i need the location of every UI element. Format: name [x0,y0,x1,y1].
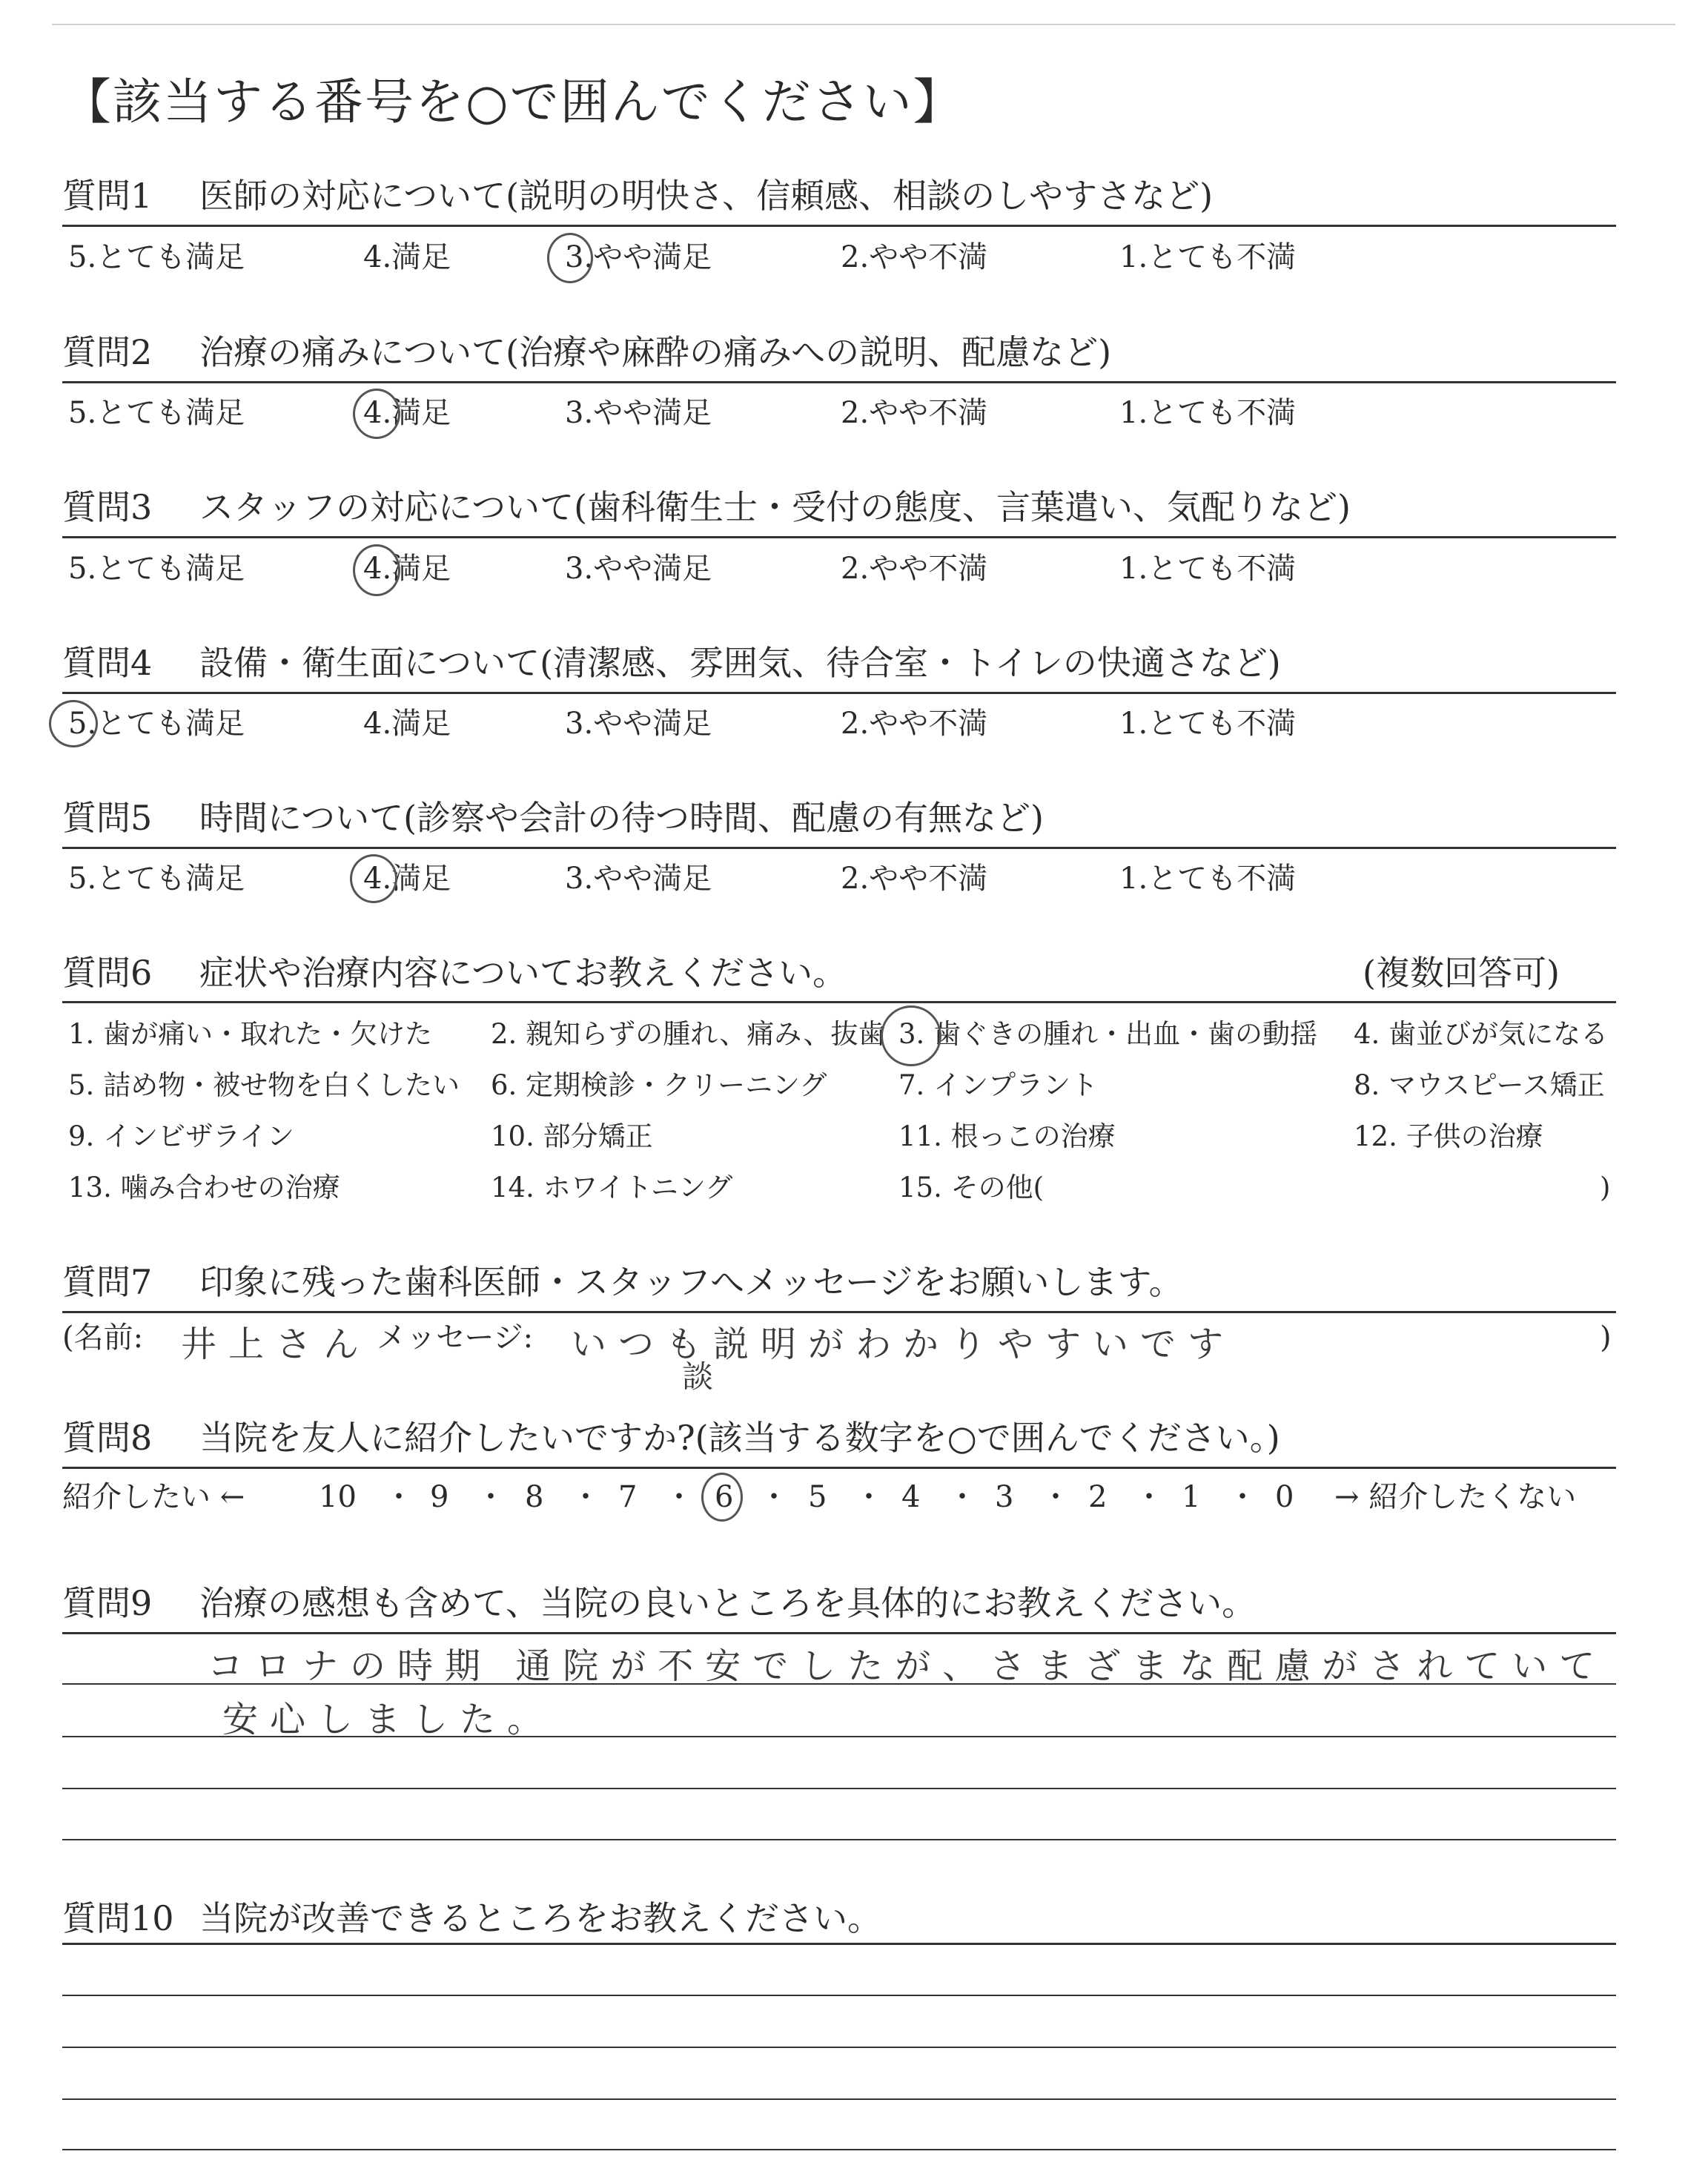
q6-option-8[interactable]: 8. マウスピース矯正 [1354,1069,1605,1101]
question-1-rule [62,225,1616,227]
q8-separator: ・ [947,1480,977,1514]
q8-scale-5[interactable]: 5 [808,1480,827,1514]
q8-scale-8[interactable]: 8 [525,1480,544,1514]
q5-selection-circle [350,854,397,903]
question-9-title [62,1579,1256,1627]
question-2-rule [62,381,1616,383]
q6-option-14[interactable]: 14. ホワイトニング [491,1172,733,1203]
q3-option-5[interactable]: 5.とても満足 [68,552,245,586]
q4-selection-circle [49,700,98,747]
question-8-number: 質問8 [62,1418,153,1458]
q6-option-15-close: ) [1600,1172,1611,1203]
q8-scale-9[interactable]: 9 [430,1480,449,1514]
q10-answer-rule[interactable] [62,2047,1616,2048]
question-1-number: 質問1 [62,176,153,216]
question-6-text: 症状や治療内容についてお教えください。 [199,953,847,993]
question-10-text: 当院が改善できるところをお教えください。 [199,1898,881,1938]
q6-option-3[interactable]: 3. 歯ぐきの腫れ・出血・歯の動揺 [898,1018,1318,1050]
question-9-text: 治療の感想も含めて、当院の良いところを具体的にお教えください。 [199,1583,1257,1623]
q2-option-1[interactable]: 1.とても不満 [1119,396,1297,430]
q8-separator: ・ [1134,1480,1164,1514]
question-8-text: 当院を友人に紹介したいですか?(該当する数字を○で囲んでください。) [199,1418,1280,1458]
q8-selection-circle [701,1473,743,1522]
q5-option-2[interactable]: 2.やや不満 [841,862,988,896]
q7-close-paren: ) [1600,1321,1612,1355]
q7-name-label: (名前: [62,1321,144,1355]
q9-answer-rule [62,1839,1616,1840]
q8-scale-6[interactable]: 6 [715,1480,734,1514]
question-10-title [62,1895,881,1942]
q3-selection-circle [353,544,400,596]
q5-option-4[interactable]: 4.満足 [363,862,451,896]
q7-name-value: 井上さん [181,1324,371,1365]
q8-separator: ・ [476,1480,506,1514]
q10-answer-rule[interactable] [62,2098,1616,2100]
question-10-number: 質問10 [62,1898,174,1938]
question-6-note: (複数回答可) [1363,953,1560,993]
question-5-number: 質問5 [62,798,153,838]
question-5-title [62,794,1044,842]
q3-option-3[interactable]: 3.やや満足 [565,552,712,586]
q4-option-1[interactable]: 1.とても不満 [1119,707,1297,741]
q6-option-13[interactable]: 13. 噛み合わせの治療 [68,1172,340,1203]
q8-separator: ・ [1041,1480,1070,1514]
question-3-text: スタッフの対応について(歯科衛生士・受付の態度、言葉遣い、気配りなど) [199,487,1351,527]
q8-separator: ・ [1228,1480,1257,1514]
q4-option-5[interactable]: 5.とても満足 [68,707,245,741]
q4-option-4[interactable]: 4.満足 [363,707,451,741]
question-9-number: 質問9 [62,1583,153,1623]
q9-answer-rule [62,1683,1616,1685]
q8-scale-0[interactable]: 0 [1275,1480,1294,1514]
q7-message-value[interactable]: いつも説明がわかりやすいです [571,1324,1236,1365]
question-2-number: 質問2 [62,332,153,372]
top-border [52,24,1675,25]
q3-option-1[interactable]: 1.とても不満 [1119,552,1297,586]
q8-separator: ・ [384,1480,414,1514]
q8-left-label: 紹介したい ← [62,1480,245,1514]
q9-answer-line-2[interactable]: 安心しました。 [222,1699,555,1740]
q1-option-4[interactable]: 4.満足 [363,240,451,274]
q7-message-label: メッセージ: [377,1321,534,1355]
question-6-rule [62,1001,1616,1003]
q4-option-2[interactable]: 2.やや不満 [841,707,988,741]
q8-separator: ・ [664,1480,694,1514]
q1-option-2[interactable]: 2.やや不満 [841,240,988,274]
question-8-rule [62,1467,1616,1469]
q8-scale-1[interactable]: 1 [1182,1480,1201,1514]
question-4-title [62,639,1281,687]
q2-option-4[interactable]: 4.満足 [363,396,451,430]
q9-answer-rule [62,1736,1616,1737]
q6-option-15[interactable]: 15. その他( [898,1172,1045,1203]
question-10-rule [62,1943,1616,1945]
q9-answer-line-1[interactable]: コロナの時期 通院が不安でしたが、さまざまな配慮がされていて [208,1645,1607,1687]
question-4-rule [62,692,1616,694]
q5-option-1[interactable]: 1.とても不満 [1119,862,1297,896]
q8-separator: ・ [571,1480,600,1514]
q1-option-3[interactable]: 3.やや満足 [565,240,712,274]
q6-option-10[interactable]: 10. 部分矯正 [491,1120,653,1152]
question-3-rule [62,536,1616,538]
q2-option-3[interactable]: 3.やや満足 [565,396,712,430]
q8-scale-10[interactable]: 10 [319,1480,357,1514]
q6-option-11[interactable]: 11. 根っこの治療 [898,1120,1116,1152]
question-4-number: 質問4 [62,643,153,683]
q1-option-5[interactable]: 5.とても満足 [68,240,245,274]
q8-scale-4[interactable]: 4 [901,1480,921,1514]
q3-option-2[interactable]: 2.やや不満 [841,552,988,586]
question-6-number: 質問6 [62,953,153,993]
question-2-title [62,328,1111,376]
question-9-rule [62,1632,1616,1634]
q6-option-4[interactable]: 4. 歯並びが気になる [1354,1018,1609,1050]
q8-scale-2[interactable]: 2 [1088,1480,1108,1514]
q6-option-6[interactable]: 6. 定期検診・クリーニング [491,1069,827,1101]
q5-option-3[interactable]: 3.やや満足 [565,862,712,896]
question-7-number: 質問7 [62,1262,153,1302]
question-4-text: 設備・衛生面について(清潔感、雰囲気、待合室・トイレの快適さなど) [199,643,1281,683]
q6-option-5[interactable]: 5. 詰め物・被せ物を白くしたい [68,1069,460,1101]
q2-selection-circle [353,389,400,439]
q8-scale-3[interactable]: 3 [995,1480,1014,1514]
question-3-number: 質問3 [62,487,153,527]
question-3-title [62,483,1351,531]
q2-option-2[interactable]: 2.やや不満 [841,396,988,430]
q2-option-5[interactable]: 5.とても満足 [68,396,245,430]
question-7-rule [62,1311,1616,1313]
q10-answer-rule[interactable] [62,2149,1616,2150]
q6-option-1[interactable]: 1. 歯が痛い・取れた・欠けた [68,1018,433,1050]
q7-message-correction: 談 [682,1358,726,1395]
q6-selection-circle [881,1005,941,1066]
q8-separator: ・ [854,1480,884,1514]
q6-option-12[interactable]: 12. 子供の治療 [1354,1120,1543,1152]
q6-option-7[interactable]: 7. インプラント [898,1069,1099,1101]
q8-scale-7[interactable]: 7 [618,1480,638,1514]
q6-option-9[interactable]: 9. インビザライン [68,1120,294,1152]
question-8-title [62,1414,1280,1462]
question-6-title [62,949,847,997]
q1-selection-circle [547,233,593,283]
question-7-text: 印象に残った歯科医師・スタッフへメッセージをお願いします。 [199,1262,1183,1302]
q10-answer-rule[interactable] [62,1995,1616,1996]
question-2-text: 治療の痛みについて(治療や麻酔の痛みへの説明、配慮など) [199,332,1112,372]
question-7-title [62,1258,1183,1306]
q3-option-4[interactable]: 4.満足 [363,552,451,586]
q8-separator: ・ [759,1480,789,1514]
q4-option-3[interactable]: 3.やや満足 [565,707,712,741]
q5-option-5[interactable]: 5.とても満足 [68,862,245,896]
question-1-title [62,172,1213,219]
question-5-text: 時間について(診察や会計の待つ時間、配慮の有無など) [199,798,1044,838]
q8-right-label: → 紹介したくない [1334,1480,1577,1514]
q6-option-2[interactable]: 2. 親知らずの腫れ、痛み、抜歯 [491,1018,886,1050]
form-header: 【該当する番号を○で囲んでください】 [62,73,964,131]
question-5-rule [62,847,1616,849]
q9-answer-rule [62,1788,1616,1789]
question-1-text: 医師の対応について(説明の明快さ、信頼感、相談のしやすさなど) [199,176,1214,216]
q1-option-1[interactable]: 1.とても不満 [1119,240,1297,274]
